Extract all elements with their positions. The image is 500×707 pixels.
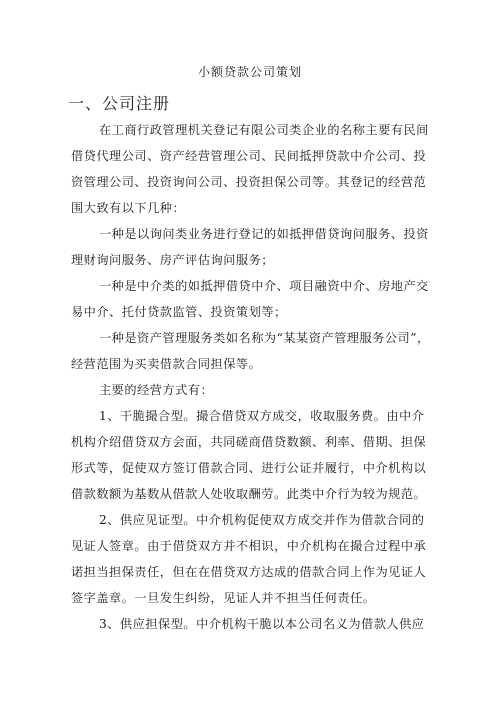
paragraph: 一种是以询问类业务进行登记的如抵押借贷询问服务、投资理财询问服务、房产评估询问服务； bbox=[71, 227, 429, 267]
paragraph: 1、干脆撮合型。撮合借贷双方成交，收取服务费。由中介机构介绍借贷双方会面，共同磋商借贷数额、利率、借期、担保形式等，促使双方签订借款合同、进行公证并履行，中介机构以借款数额为基数从借款人处收取酬劳。此类中介行为较为规范。 bbox=[71, 409, 427, 501]
paragraph: 3、供应担保型。中介机构干脆以本公司名义为借款人供应 bbox=[99, 617, 425, 631]
paragraph: 在工商行政管理机关登记有限公司类企业的名称主要有民间借贷代理公司、资产经营管理公司、民间抵押贷款中介公司、投资管理公司、投资询问公司、投资担保公司等。其登记的经营范围大致有以下几种： bbox=[71, 123, 429, 215]
paragraph: 2、供应见证型。中介机构促使双方成交并作为借款合同的见证人签章。由于借贷双方并不相识，中介机构在撮合过程中承诺担当担保责任，但在在借贷双方达成的借款合同上作为见证人签字盖章。一旦发生纠纷，见证人并不担当任何责任。 bbox=[71, 513, 427, 605]
paragraph: 一种是资产管理服务类如名称为“某某资产管理服务公司”，经营范围为买卖借款合同担保等。 bbox=[71, 331, 430, 371]
paragraph: 主要的经营方式有： bbox=[99, 383, 214, 397]
document-title: 小额贷款公司策划 bbox=[197, 65, 302, 79]
section-heading: 一、公司注册 bbox=[68, 94, 171, 113]
document-body bbox=[71, 117, 433, 637]
paragraph: 一种是中介类的如抵押借贷中介、项目融资中介、房地产交易中介、托付贷款监管、投资策划等； bbox=[71, 279, 429, 319]
